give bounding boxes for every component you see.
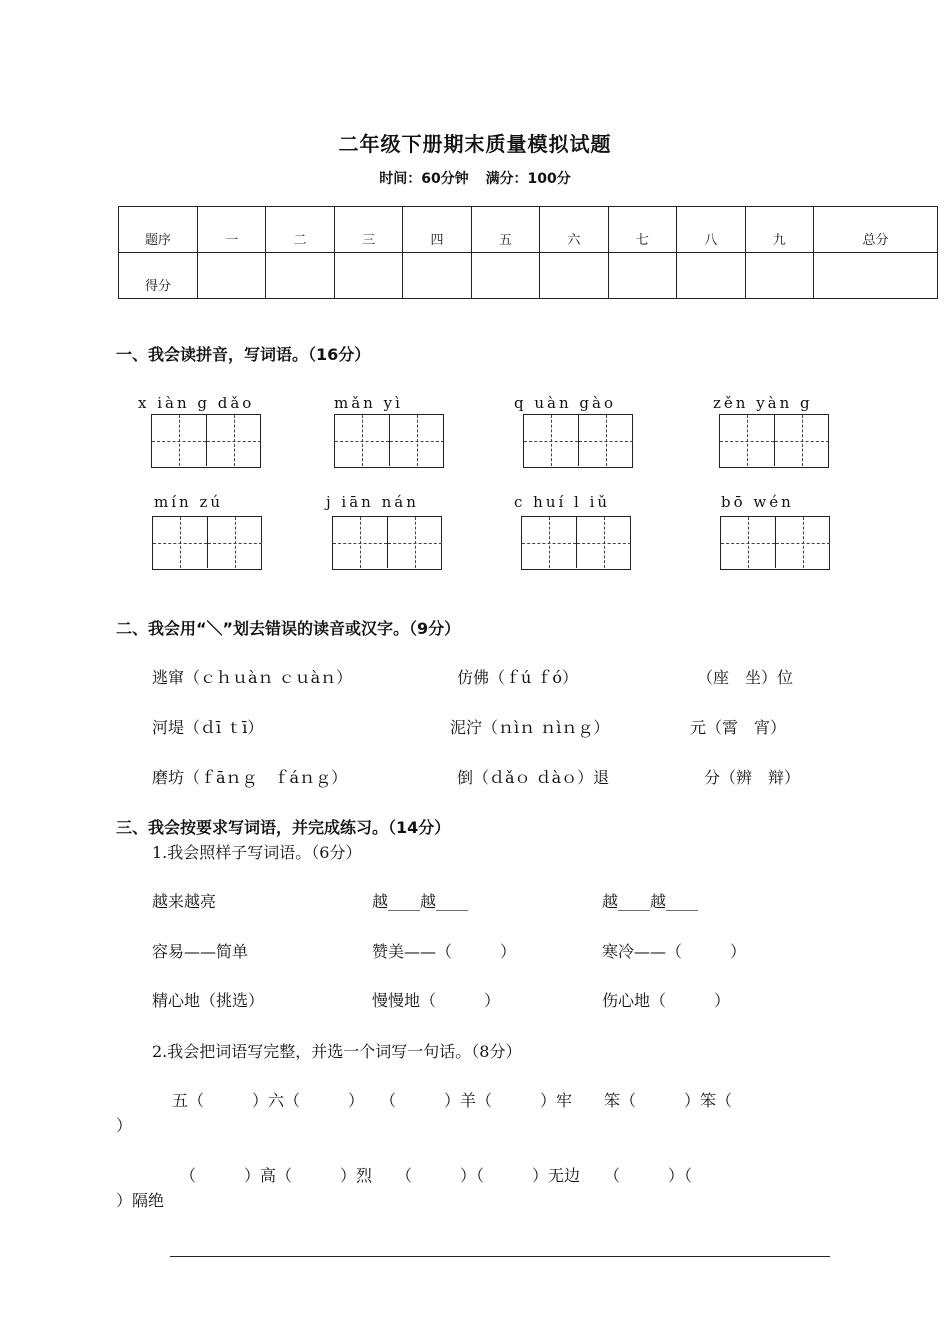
- score-cell[interactable]: [540, 253, 608, 299]
- score-col-5: 五: [471, 207, 539, 253]
- fill-word[interactable]: 越____越____: [602, 892, 699, 911]
- score-col-9: 九: [745, 207, 813, 253]
- writing-grid[interactable]: [332, 516, 442, 570]
- pinyin-label: bō wén: [721, 493, 794, 511]
- example-word: 容易——简单: [152, 942, 249, 961]
- section2-heading: 二、我会用“＼”划去错误的读音或汉字。（9分）: [116, 619, 461, 638]
- choice-item: （座 坐）位: [697, 668, 794, 687]
- score-cell[interactable]: [266, 253, 334, 299]
- answer-line[interactable]: [170, 1256, 830, 1257]
- score-table-row-label: 题序: [119, 207, 198, 253]
- writing-grid[interactable]: [719, 414, 829, 468]
- question-2-title: 2.我会把词语写完整，并选一个词写一句话。（8分）: [152, 1042, 522, 1061]
- choice-item: 元（霄 宵）: [690, 718, 787, 737]
- score-cell[interactable]: [198, 253, 266, 299]
- writing-grid[interactable]: [151, 414, 261, 468]
- score-cell[interactable]: [471, 253, 539, 299]
- choice-item: 仿佛（ｆú ｆó）: [457, 668, 579, 687]
- exam-full-score: 满分：100分: [485, 171, 571, 187]
- score-cell[interactable]: [677, 253, 745, 299]
- score-table-score-row: [119, 253, 938, 299]
- score-cell[interactable]: [813, 253, 937, 299]
- score-col-4: 四: [403, 207, 471, 253]
- choice-item: 分（辨 辩）: [704, 768, 801, 787]
- writing-grid[interactable]: [152, 516, 262, 570]
- score-cell[interactable]: [334, 253, 402, 299]
- score-cell[interactable]: [608, 253, 676, 299]
- pinyin-label: mín zú: [154, 493, 224, 511]
- page-title: 二年级下册期末质量模拟试题: [338, 132, 612, 156]
- score-col-6: 六: [540, 207, 608, 253]
- fill-word[interactable]: 赞美——（ ）: [372, 942, 517, 961]
- idiom-line-1[interactable]: 五（ ）六（ ） （ ）羊（ ）牢 笨（ ）笨（: [172, 1091, 733, 1110]
- choice-item: 磨坊（ｆāｎｇ ｆáｎｇ）: [152, 768, 348, 787]
- question-1-title: 1.我会照样子写词语。（6分）: [152, 843, 362, 862]
- choice-item: 逃窜（ｃｈｕàｎ ｃｕàｎ）: [152, 668, 353, 687]
- writing-grid[interactable]: [521, 516, 631, 570]
- pinyin-label: mǎn yì: [334, 394, 403, 412]
- pinyin-label: zěn yàn g: [713, 394, 813, 412]
- choice-item: 河堤（ｄī ｔī）: [152, 718, 264, 737]
- score-table: [118, 206, 938, 299]
- score-col-1: 一: [198, 207, 266, 253]
- choice-item: 倒（ｄǎｏ ｄàｏ）退: [457, 768, 610, 787]
- score-cell[interactable]: [745, 253, 813, 299]
- score-col-3: 三: [334, 207, 402, 253]
- fill-word[interactable]: 伤心地（ ）: [602, 991, 731, 1010]
- score-cell[interactable]: [403, 253, 471, 299]
- score-col-2: 二: [266, 207, 334, 253]
- idiom-line-2-end: ）隔绝: [116, 1191, 165, 1210]
- writing-grid[interactable]: [523, 414, 633, 468]
- section3-heading: 三、我会按要求写词语，并完成练习。（14分）: [116, 818, 451, 837]
- writing-grid[interactable]: [720, 516, 830, 570]
- score-col-total: 总分: [813, 207, 937, 253]
- pinyin-label: x iàn g dǎo: [138, 394, 255, 412]
- score-col-8: 八: [677, 207, 745, 253]
- pinyin-label: q uàn gào: [514, 394, 616, 412]
- idiom-line-1-end: ）: [116, 1116, 133, 1135]
- writing-grid[interactable]: [334, 414, 444, 468]
- choice-item: 泥泞（ｎìｎ ｎìｎｇ）: [450, 718, 610, 737]
- section1-heading: 一、我会读拼音，写词语。（16分）: [116, 345, 371, 364]
- fill-word[interactable]: 越____越____: [372, 892, 469, 911]
- pinyin-label: j iān nán: [326, 493, 419, 511]
- example-word: 越来越亮: [152, 892, 217, 911]
- exam-info: [0, 168, 950, 188]
- score-col-7: 七: [608, 207, 676, 253]
- score-table-header-row: [119, 207, 938, 253]
- fill-word[interactable]: 慢慢地（ ）: [372, 991, 501, 1010]
- exam-time: 时间：60分钟: [379, 171, 469, 187]
- score-row-label: 得分: [119, 253, 198, 299]
- idiom-line-2[interactable]: （ ）高（ ）烈 （ ）（ ）无边 （ ）（: [180, 1166, 693, 1185]
- fill-word[interactable]: 寒冷——（ ）: [602, 942, 747, 961]
- pinyin-label: c huí l iǔ: [514, 493, 611, 511]
- example-word: 精心地（挑选）: [152, 991, 265, 1010]
